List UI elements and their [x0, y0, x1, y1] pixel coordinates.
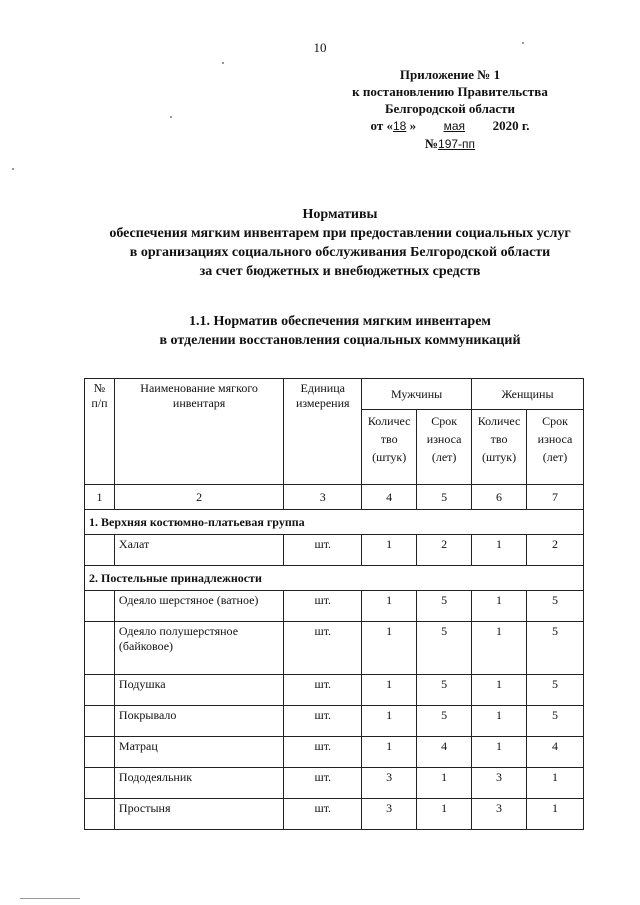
item-unit: шт. — [284, 591, 362, 622]
header-men: Мужчины — [362, 379, 472, 410]
date-prefix: от « — [370, 118, 393, 133]
section-row — [85, 510, 584, 535]
item-name: Покрывало — [114, 706, 283, 737]
scan-speck — [222, 62, 224, 64]
item-num — [85, 768, 115, 799]
item-men-qty: 3 — [362, 768, 417, 799]
index-row — [85, 485, 584, 510]
item-name: Подушка — [114, 675, 283, 706]
header-num: № п/п — [85, 379, 115, 485]
section-title: 1. Верхняя костюмно-платьевая группа — [85, 510, 584, 535]
table-row — [85, 591, 584, 622]
appendix-number — [330, 135, 570, 153]
scan-speck — [522, 42, 524, 44]
appendix-date — [330, 117, 570, 135]
item-women-qty: 1 — [472, 737, 527, 768]
item-unit: шт. — [284, 535, 362, 566]
item-unit: шт. — [284, 706, 362, 737]
header-women-term: Срок износа (лет) — [527, 410, 584, 485]
index-cell: 4 — [362, 485, 417, 510]
item-women-term: 4 — [527, 737, 584, 768]
appendix-line-1: Приложение № 1 — [399, 67, 501, 82]
header-women: Женщины — [472, 379, 584, 410]
item-name: Простыня — [114, 799, 283, 830]
appendix-line-2: к постановлению Правительства — [352, 84, 548, 99]
index-cell: 5 — [417, 485, 472, 510]
table-row — [85, 622, 584, 675]
norms-table — [84, 378, 584, 830]
title-line-1: Нормативы — [302, 207, 378, 222]
item-num — [85, 591, 115, 622]
header-women-qty: Количес тво (штук) — [472, 410, 527, 485]
item-women-term: 1 — [527, 768, 584, 799]
item-women-qty: 1 — [472, 591, 527, 622]
number-prefix: № — [424, 136, 439, 151]
item-women-qty: 3 — [472, 799, 527, 830]
item-num — [85, 799, 115, 830]
number-value: 197-пп — [438, 137, 476, 151]
item-men-term: 5 — [417, 675, 472, 706]
title-line-4: за счет бюджетных и внебюджетных средств — [199, 264, 481, 279]
page-number: 10 — [313, 40, 327, 55]
header-men-term: Срок износа (лет) — [417, 410, 472, 485]
item-num — [85, 622, 115, 675]
table-row — [85, 675, 584, 706]
table-row — [85, 768, 584, 799]
item-men-term: 2 — [417, 535, 472, 566]
date-year: 2020 г. — [492, 118, 530, 133]
item-num — [85, 706, 115, 737]
item-men-term: 5 — [417, 622, 472, 675]
title-line-2: обеспечения мягким инвентарем при предоставлении социальных услуг — [109, 226, 571, 241]
scan-speck — [12, 168, 14, 170]
index-cell: 1 — [85, 485, 115, 510]
subtitle-line-1: 1.1. Норматив обеспечения мягким инвентарем — [189, 314, 491, 329]
item-name: Халат — [114, 535, 283, 566]
item-women-term: 5 — [527, 591, 584, 622]
item-num — [85, 675, 115, 706]
item-num — [85, 737, 115, 768]
item-women-qty: 3 — [472, 768, 527, 799]
item-men-qty: 1 — [362, 737, 417, 768]
item-men-term: 1 — [417, 799, 472, 830]
item-men-qty: 1 — [362, 591, 417, 622]
item-name: Матрац — [114, 737, 283, 768]
section-title — [60, 312, 620, 350]
item-men-qty: 1 — [362, 706, 417, 737]
item-men-term: 1 — [417, 768, 472, 799]
item-men-term: 4 — [417, 737, 472, 768]
item-men-qty: 1 — [362, 535, 417, 566]
index-cell: 3 — [284, 485, 362, 510]
section-row — [85, 566, 584, 591]
title-line-3: в организациях социального обслуживания Белгородской области — [129, 245, 551, 260]
table-row — [85, 706, 584, 737]
date-day: 18 — [392, 119, 407, 133]
date-mid: » — [409, 118, 417, 133]
item-women-term: 5 — [527, 675, 584, 706]
document-title — [60, 205, 620, 281]
header-unit: Единица измерения — [284, 379, 362, 485]
item-men-term: 5 — [417, 591, 472, 622]
scan-edge-line — [20, 898, 80, 899]
item-num — [85, 535, 115, 566]
item-unit: шт. — [284, 799, 362, 830]
subtitle-line-2: в отделении восстановления социальных коммуникаций — [159, 333, 521, 348]
item-name: Одеяло полушерстяное (байковое) — [114, 622, 283, 675]
index-cell: 2 — [114, 485, 283, 510]
scan-speck — [170, 116, 172, 118]
table-row — [85, 535, 584, 566]
item-women-term: 5 — [527, 706, 584, 737]
item-name: Пододеяльник — [114, 768, 283, 799]
item-name: Одеяло шерстяное (ватное) — [114, 591, 283, 622]
appendix-line-3: Белгородской области — [384, 101, 516, 116]
date-month: мая — [443, 119, 466, 133]
item-women-qty: 1 — [472, 535, 527, 566]
item-unit: шт. — [284, 737, 362, 768]
item-unit: шт. — [284, 675, 362, 706]
item-women-term: 2 — [527, 535, 584, 566]
item-women-term: 1 — [527, 799, 584, 830]
item-women-qty: 1 — [472, 706, 527, 737]
header-name: Наименование мягкого инвентаря — [114, 379, 283, 485]
header-men-qty: Количес тво (штук) — [362, 410, 417, 485]
header-row — [85, 379, 584, 410]
item-men-qty: 1 — [362, 675, 417, 706]
table-row — [85, 737, 584, 768]
item-unit: шт. — [284, 768, 362, 799]
item-unit: шт. — [284, 622, 362, 675]
index-cell: 6 — [472, 485, 527, 510]
item-women-qty: 1 — [472, 622, 527, 675]
index-cell: 7 — [527, 485, 584, 510]
item-women-qty: 1 — [472, 675, 527, 706]
table-row — [85, 799, 584, 830]
appendix-block — [330, 66, 570, 153]
item-men-term: 5 — [417, 706, 472, 737]
item-women-term: 5 — [527, 622, 584, 675]
item-men-qty: 1 — [362, 622, 417, 675]
item-men-qty: 3 — [362, 799, 417, 830]
section-title: 2. Постельные принадлежности — [85, 566, 584, 591]
